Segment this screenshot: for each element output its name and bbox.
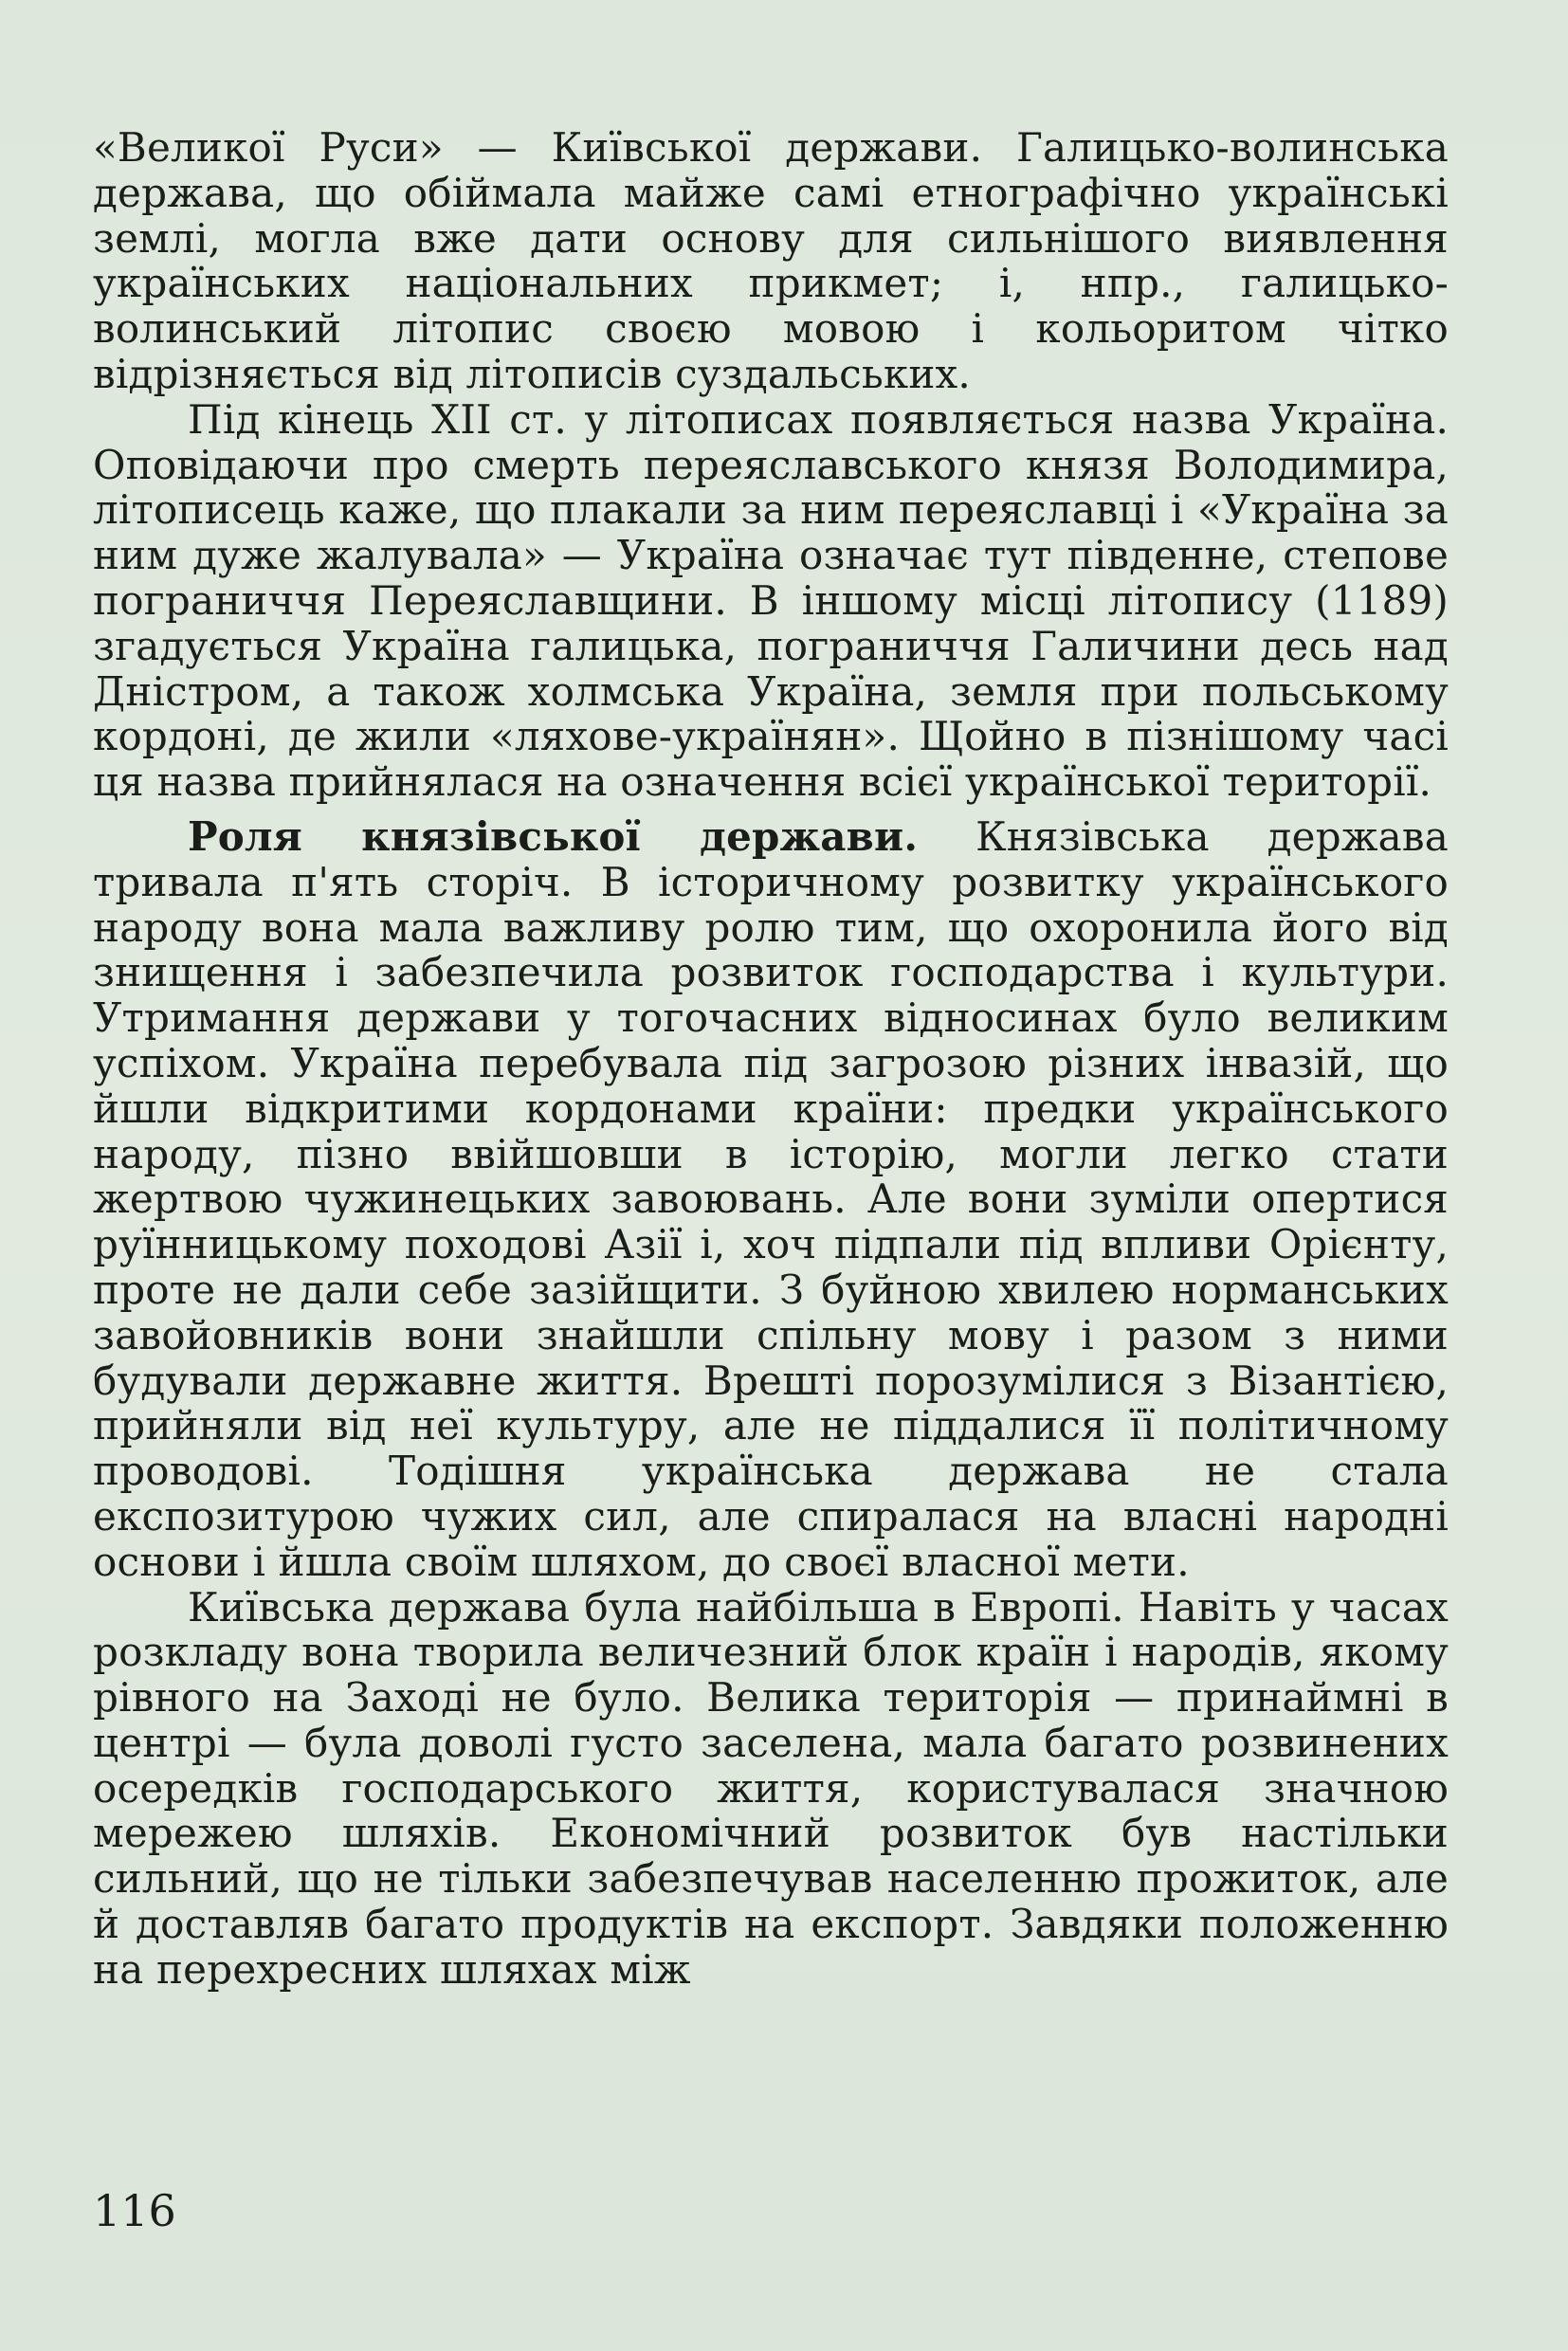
paragraph-1: «Великої Руси» — Київської держави. Галицько-волинська держава, що обіймала майже самі етнографічно українські землі, могла вже дати основу для сильнішого виявлення українських національних прикмет; і, нпр., галицько-волинський літопис своєю мовою і кольоритом чітко відрізняється від літописів суздальських. <box>93 124 1449 397</box>
paragraph-2: Під кінець XII ст. у літописах появляється назва Україна. Оповідаючи про смерть переяславського князя Володимира, літописець каже, що плакали за ним переяславці і «Україна за ним дуже жалувала» — Україна означає тут південне, степове пограниччя Переяславщини. В іншому місці літопису (1189) згадується Україна галицька, пограниччя Галичини десь над Дністром, а також холмська Україна, земля при польському кордоні, де жили «ляхове-українян». Щойно в пізнішому часі ця назва прийнялася на означення всієї української території. <box>93 395 1449 806</box>
page-number: 116 <box>93 2185 176 2236</box>
paragraph-3 <box>93 814 1449 1585</box>
section-heading: Роля князівської держави. <box>188 812 919 860</box>
paragraph-4: Київська держава була найбільша в Европі. Навіть у часах розкладу вона творила величезний блок країн і народів, якому рівного на Заході не було. Велика територія — принаймні в центрі — була доволі густо заселена, мала багато розвинених осередків господарського життя, користувалася значною мережею шляхів. Економічний розвиток був настільки сильний, що не тільки забезпечував населенню прожиток, але й доставляв багато продуктів на експорт. Завдяки положенню на перехресних шляхах між <box>93 1583 1449 1993</box>
paragraph-3-text: Князівська держава тривала п'ять сторіч. В історичному розвитку українського народу вона мала важливу ролю тим, що охоронила його від знищення і забезпечила розвиток господарства і культури. Утримання держави у тогочасних відносинах було великим успіхом. Україна перебувала під загрозою різних інвазій, що йшли відкритими кордонами країни: предки українського народу, пізно ввійшовши в історію, могли легко стати жертвою чужинецьких завоювань. Але вони зуміли опертися руїнницькому походові Азії і, хоч підпали під впливи Орієнту, проте не дали себе зазійщити. З буйною хвилею норманських завойовників вони знайшли спільну мову і разом з ними будували державне життя. Врешті порозумілися з Візантією, прийняли від неї культуру, але не піддалися її політичному проводові. Тодішня українська держава не стала експозитурою чужих сил, але спиралася на власні народні основи і йшла своїм шляхом, до своєї власної мети. <box>93 812 1449 1585</box>
body-text <box>93 125 1449 1993</box>
